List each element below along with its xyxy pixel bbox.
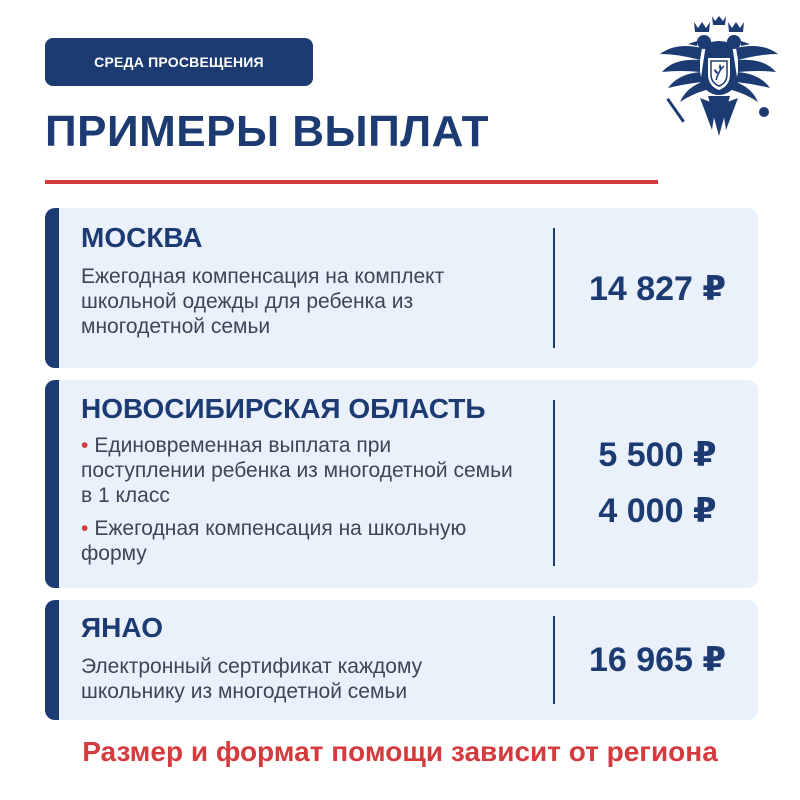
payment-amount: 4 000 ₽ bbox=[598, 492, 717, 530]
region-title: МОСКВА bbox=[81, 222, 203, 253]
payment-amount: 16 965 ₽ bbox=[588, 641, 727, 679]
bullet-icon: • bbox=[81, 434, 89, 457]
region-card-moscow bbox=[45, 208, 758, 368]
region-title: НОВОСИБИРСКАЯ ОБЛАСТЬ bbox=[81, 393, 486, 424]
card-divider bbox=[553, 616, 555, 704]
header-badge: СРЕДА ПРОСВЕЩЕНИЯ bbox=[45, 38, 313, 86]
payment-amount: 14 827 ₽ bbox=[588, 270, 727, 308]
payment-item bbox=[81, 516, 521, 566]
card-divider bbox=[553, 400, 555, 566]
card-divider bbox=[553, 228, 555, 348]
page-title: ПРИМЕРЫ ВЫПЛАТ bbox=[45, 107, 490, 156]
region-card-novosibirsk bbox=[45, 380, 758, 588]
payment-item-text: Ежегодная компенсация на школьную форму bbox=[81, 517, 467, 565]
payment-description: Ежегодная компенсация на комплект школьной одежды для ребенка из многодетной семьи bbox=[81, 265, 445, 338]
payment-item-text: Единовременная выплата при поступлении ребенка из многодетной семьи в 1 класс bbox=[81, 434, 513, 507]
payment-description: Электронный сертификат каждому школьнику из многодетной семьи bbox=[81, 655, 423, 703]
payment-item bbox=[81, 433, 521, 508]
footer-note: Размер и формат помощи зависит от региона bbox=[82, 736, 718, 767]
bullet-icon: • bbox=[81, 517, 89, 540]
title-underline bbox=[45, 180, 658, 184]
payment-amount: 5 500 ₽ bbox=[598, 436, 717, 474]
region-card-yanao bbox=[45, 600, 758, 720]
region-title: ЯНАО bbox=[81, 612, 163, 643]
double-headed-eagle-emblem-icon bbox=[656, 14, 782, 140]
